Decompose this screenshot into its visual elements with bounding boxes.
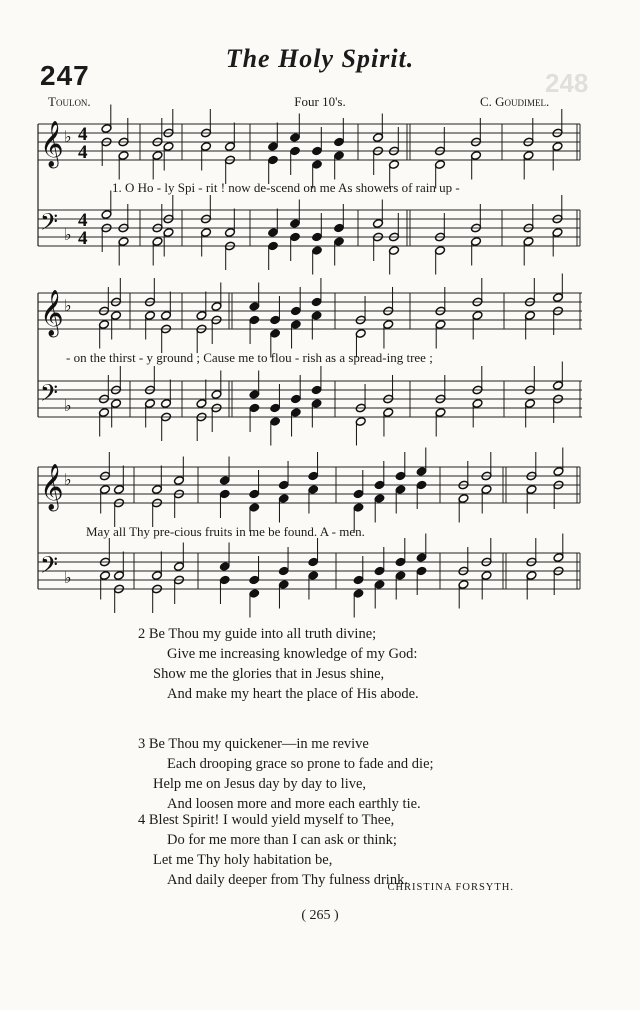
verse-3-line-1: 3 Be Thou my quickener—in me revive	[138, 736, 369, 752]
flat-icon: ♭	[64, 225, 72, 244]
verse-4-line-3: Let me Thy holy habitation be,	[153, 852, 333, 868]
flat-icon: ♭	[64, 568, 72, 587]
bass-clef-icon: 𝄢	[40, 379, 59, 412]
treble-clef-icon: 𝄞	[40, 290, 64, 336]
time-signature: 4	[78, 210, 88, 231]
verse-4-line-1: 4 Blest Spirit! I would yield myself to Thee,	[138, 812, 395, 828]
page-number: ( 265 )	[301, 908, 339, 923]
hymn-title: The Holy Spirit.	[225, 44, 415, 73]
treble-clef-icon: 𝄞	[40, 121, 64, 167]
verse-2-line-3: Show me the glories that in Jesus shine,	[153, 666, 385, 682]
author: CHRISTINA FORSYTH.	[387, 882, 514, 893]
flat-icon: ♭	[64, 127, 72, 146]
tune-name: Toulon.	[48, 94, 91, 109]
verse-4-line-4: And daily deeper from Thy fulness drink.	[167, 872, 408, 888]
verse-3-line-4: And loosen more and more each earthly tie.	[167, 796, 421, 812]
flat-icon: ♭	[64, 296, 72, 315]
lyric-line-2: - on the thirst - y ground ; Cause me to flou - rish as a spread-ing tree ;	[66, 350, 433, 365]
verse-4-line-2: Do for me more than I can ask or think;	[167, 832, 397, 848]
time-signature: 4	[78, 142, 88, 163]
flat-icon: ♭	[64, 470, 72, 489]
verse-3-line-2: Each drooping grace so prone to fade and die;	[167, 756, 434, 772]
treble-clef-icon: 𝄞	[40, 464, 64, 510]
verse-2-line-4: And make my heart the place of His abode.	[167, 686, 419, 702]
lyric-line-3: May all Thy pre-cious fruits in me be found. A - men.	[86, 524, 365, 539]
verse-2-line-1: 2 Be Thou my guide into all truth divine;	[138, 626, 377, 642]
time-signature: 4	[78, 228, 88, 249]
verse-2-line-2: Give me increasing knowledge of my God:	[167, 646, 418, 662]
meter: Four 10's.	[294, 94, 346, 109]
ghost-number: 248	[545, 68, 589, 98]
lyric-line-1: 1. O Ho - ly Spi - rit ! now de-scend on me As showers of rain up -	[112, 180, 460, 195]
bass-clef-icon: 𝄢	[40, 208, 59, 241]
time-signature: 4	[78, 124, 88, 145]
verse-3-line-3: Help me on Jesus day by day to live,	[153, 776, 367, 792]
hymn-number: 247	[40, 60, 90, 91]
composer: C. Goudimel.	[480, 94, 550, 109]
flat-icon: ♭	[64, 396, 72, 415]
bass-clef-icon: 𝄢	[40, 551, 59, 584]
